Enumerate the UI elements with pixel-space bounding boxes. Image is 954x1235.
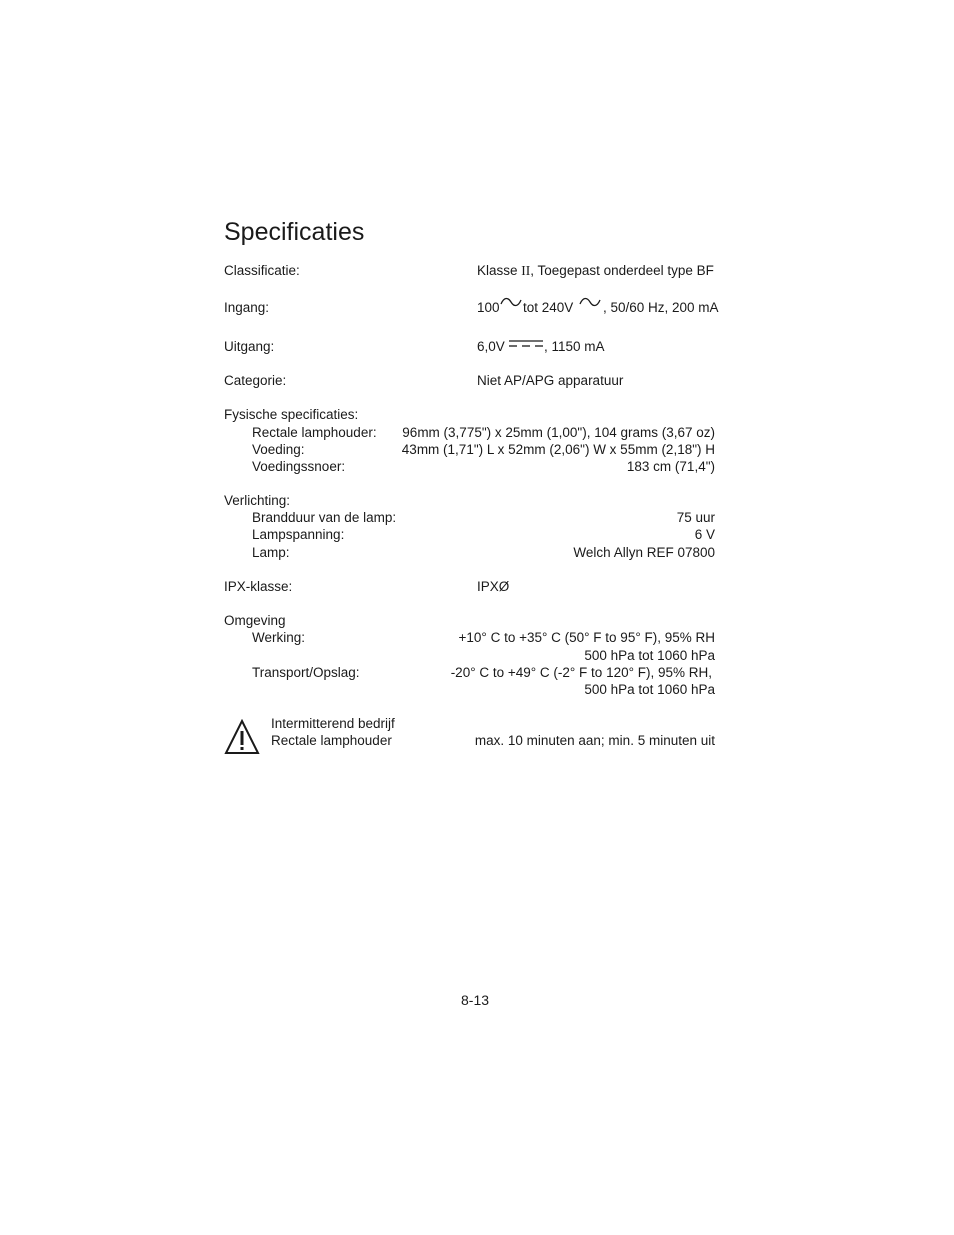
dc-current-icon bbox=[508, 339, 544, 349]
operation-line2: 500 hPa tot 1060 hPa bbox=[584, 648, 715, 663]
input-suffix: , 50/60 Hz, 200 mA bbox=[603, 300, 719, 315]
lighting-item-value: 75 uur bbox=[676, 510, 715, 525]
physical-item-value: 43mm (1,71") L x 52mm (2,06") W x 55mm (2,18") H bbox=[401, 442, 715, 457]
output-label: Uitgang: bbox=[224, 339, 275, 354]
warning-line2-value: max. 10 minuten aan; min. 5 minuten uit bbox=[474, 733, 715, 748]
classification-suffix: , Toegepast onderdeel type BF bbox=[530, 263, 714, 278]
lighting-item-label: Lamp: bbox=[252, 545, 290, 560]
lighting-item-value: 6 V bbox=[694, 527, 715, 542]
output-current: , 1150 mA bbox=[544, 339, 605, 354]
physical-item-label: Voedingssnoer: bbox=[252, 459, 346, 474]
page-number: 8-13 bbox=[461, 992, 490, 1008]
warning-line2-label: Rectale lamphouder bbox=[271, 733, 392, 748]
physical-item-value: 183 cm (71,4") bbox=[626, 459, 715, 474]
class-ii-symbol: II bbox=[521, 263, 531, 278]
physical-item-label: Voeding: bbox=[252, 442, 305, 457]
operation-label: Werking: bbox=[252, 630, 306, 645]
output-voltage: 6,0V bbox=[477, 339, 505, 354]
warning-line1: Intermitterend bedrijf bbox=[271, 716, 395, 731]
warning-triangle-icon bbox=[224, 719, 260, 755]
ac-sine-icon bbox=[579, 296, 601, 308]
transport-line1: -20° C to +49° C (-2° F to 120° F), 95% RH, bbox=[450, 665, 712, 680]
lighting-item-value: Welch Allyn REF 07800 bbox=[573, 545, 715, 560]
category-label: Categorie: bbox=[224, 373, 287, 388]
physical-label: Fysische specificaties: bbox=[224, 407, 359, 422]
transport-label: Transport/Opslag: bbox=[252, 665, 360, 680]
lighting-label: Verlichting: bbox=[224, 493, 291, 508]
lighting-item-label: Brandduur van de lamp: bbox=[252, 510, 397, 525]
classification-prefix: Klasse bbox=[477, 263, 522, 278]
classification-value bbox=[477, 264, 714, 278]
physical-item-value: 96mm (3,775") x 25mm (1,00"), 104 grams (3,67 oz) bbox=[402, 425, 715, 440]
physical-item-label: Rectale lamphouder: bbox=[252, 425, 377, 440]
transport-line2: 500 hPa tot 1060 hPa bbox=[584, 682, 715, 697]
input-label: Ingang: bbox=[224, 300, 270, 315]
lighting-item-label: Lampspanning: bbox=[252, 527, 345, 542]
input-from: 100 bbox=[477, 300, 500, 315]
category-value: Niet AP/APG apparatuur bbox=[477, 373, 624, 388]
classification-label: Classificatie: bbox=[224, 263, 300, 278]
ipx-label: IPX-klasse: bbox=[224, 579, 293, 594]
ac-sine-icon bbox=[500, 296, 522, 308]
operation-line1: +10° C to +35° C (50° F to 95° F), 95% RH bbox=[458, 630, 715, 645]
ipx-value: IPXØ bbox=[477, 579, 510, 594]
environment-label: Omgeving bbox=[224, 613, 286, 628]
input-to: tot 240V bbox=[523, 300, 574, 315]
page-title: Specificaties bbox=[224, 218, 365, 246]
